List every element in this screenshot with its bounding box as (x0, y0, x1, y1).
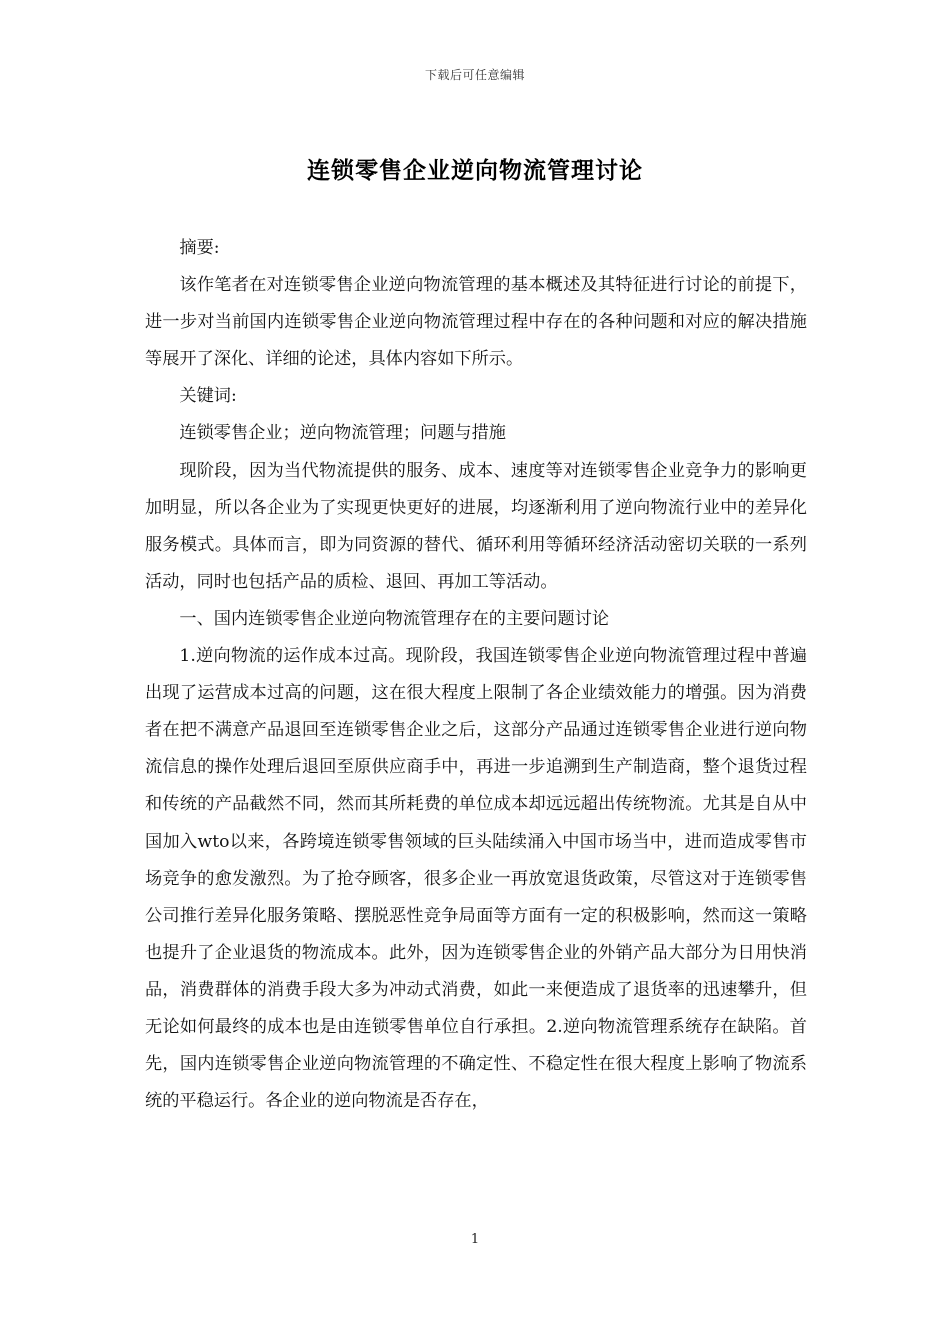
header-note: 下载后可任意编辑 (424, 68, 525, 82)
keywords-paragraph: 连锁零售企业；逆向物流管理；问题与措施 (179, 423, 506, 444)
section-heading: 一、国内连锁零售企业逆向物流管理存在的主要问题讨论 (179, 608, 610, 629)
abstract-label: 摘要: (179, 238, 220, 258)
page-title: 连锁零售企业逆向物流管理讨论 (307, 157, 643, 184)
section-paragraph: 1.逆向物流的运作成本过高。现阶段，我国连锁零售企业逆向物流管理过程中普遍出现了运营成本过高的问题，这在很大程度上限制了各企业绩效能力的增强。因为消费者在把不满意产品退回至连锁零售企业之后，这部分产品通过连锁零售企业进行逆向物流信息的操作处理后退回至原供应商手中，再进一步追溯到生产制造商，整个退货过程和传统的产品截然不同，然而其所耗费的单位成本却远远超出传统物流。尤其是自从中国加入wto以来，各跨境连锁零售领域的巨头陆续涌入中国市场当中，进而造成零售市场竞争的愈发激烈。为了抢夺顾客，很多企业一再放宽退货政策，尽管这对于连锁零售公司推行差异化服务策略、摆脱恶性竞争局面等方面有一定的积极影响，然而这一策略也提升了企业退货的物流成本。此外，因为连锁零售企业的外销产品大部分为日用快消品，消费群体的消费手段大多为冲动式消费，如此一来便造成了退货率的迅速攀升，但无论如何最终的成本也是由连锁零售单位自行承担。2.逆向物流管理系统存在缺陷。首先，国内连锁零售企业逆向物流管理的不确定性、不稳定性在很大程度上影响了物流系统的平稳运行。各企业的逆向物流是否存在， (145, 646, 807, 1112)
keywords-label: 关键词: (179, 386, 237, 407)
abstract-paragraph: 该作笔者在对连锁零售企业逆向物流管理的基本概述及其特征进行讨论的前提下，进一步对当前国内连锁零售企业逆向物流管理过程中存在的各种问题和对应的解决措施等展开了深化、详细的论述，具体内容如下所示。 (145, 275, 807, 370)
page-number: 1 (470, 1232, 480, 1247)
document-body (145, 230, 807, 1120)
intro-paragraph: 现阶段，因为当代物流提供的服务、成本、速度等对连锁零售企业竞争力的影响更加明显，所以各企业为了实现更快更好的进展，均逐渐利用了逆向物流行业中的差异化服务模式。具体而言，即为同资源的替代、循环利用等循环经济活动密切关联的一系列活动，同时也包括产品的质检、退回、再加工等活动。 (145, 460, 807, 592)
